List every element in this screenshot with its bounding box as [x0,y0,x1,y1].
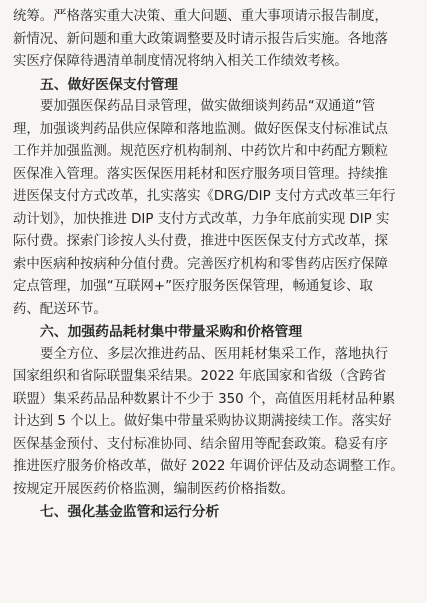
paragraph-line: 动计划》，加快推进 DIP 支付方式改革，力争年底前实现 DIP 实 [13,211,390,227]
section-heading: 五、做好医保支付管理 [40,76,178,93]
paragraph-line: 实医疗保障待遇清单制度情况将纳入相关工作绩效考核。 [13,54,348,69]
paragraph-line: 要加强医保药品目录管理，做实做细谈判药品“双通道”管 [40,99,376,114]
body-paragraph [0,96,427,321]
paragraph-line: 定点管理，加强“互联网+”医疗服务医保管理，畅通复诊、取 [13,279,373,294]
section-heading: 七、强化基金监管和运行分析 [40,504,220,520]
paragraph-line: 索中医病种按病种分值付费。完善医疗机构和零售药店医疗保障 [13,256,388,272]
paragraph-line: 际付费。探索门诊按人头付费，推进中医医保支付方式改革，探 [13,234,388,249]
section-heading: 六、加强药品耗材集中带量采购和价格管理 [40,324,303,340]
paragraph-line: 药、配送环节。 [13,301,107,317]
body-paragraph [0,344,427,502]
paragraph-line: 新情况、新问题和重大政策调整要及时请示报告后实施。各地落 [13,31,388,47]
body-paragraph [0,6,427,74]
paragraph-line: 医保准入管理。落实医保医用耗材和医疗服务项目管理。持续推 [13,166,388,182]
paragraph-line: 工作并加强监测。规范医疗机构制剂、中药饮片和中药配方颗粒 [13,144,388,159]
paragraph-line: 要全方位、多层次推进药品、医用耗材集采工作，落地执行 [40,346,389,362]
paragraph-line: 推进医疗服务价格改革，做好 2022 年调价评估及动态调整工作。 [13,459,404,474]
paragraph-line: 进医保支付方式改革，扎实落实《DRG/DIP 支付方式改革三年行 [13,189,396,204]
paragraph-line: 联盟）集采药品品种数累计不少于 350 个，高值医用耗材品种累 [13,391,396,407]
paragraph-line: 国家组织和省际联盟集采结果。2022 年底国家和省级（含跨省 [13,369,387,384]
paragraph-line: 理，加强谈判药品供应保障和落地监测。做好医保支付标准试点 [13,121,388,137]
paragraph-line: 医保基金预付、支付标准协同、结余留用等配套政策。稳妥有序 [13,436,388,452]
paragraph-line: 计达到 5 个以上。做好集中带量采购协议期满接续工作。落实好 [13,414,392,429]
paragraph-line: 统筹。严格落实重大决策、重大问题、重大事项请示报告制度， [13,9,388,24]
paragraph-line: 按规定开展医药价格监测，编制医药价格指数。 [13,481,295,497]
